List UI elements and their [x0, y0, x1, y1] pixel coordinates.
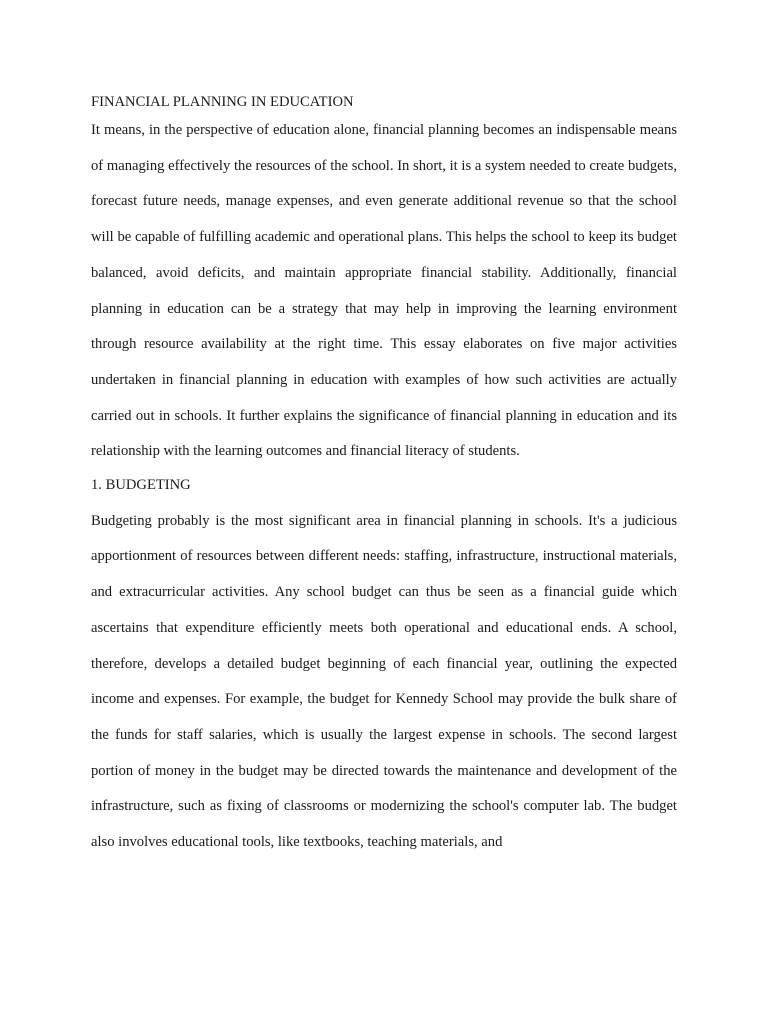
budgeting-paragraph: Budgeting probably is the most significant area in financial planning in schools. It's a judicious apportionment of resources between different needs: staffing, infrastructure, instructional materials, and extracurricular activities. Any school budget can thus be seen as a financial guide which ascertains that expenditure efficiently meets both operational and educational ends. A school, therefore, develops a detailed budget beginning of each financial year, outlining the expected income and expenses. For example, the budget for Kennedy School may provide the bulk share of the funds for staff salaries, which is usually the largest expense in schools. The second largest portion of money in the budget may be directed towards the maintenance and development of the infrastructure, such as fixing of classrooms or modernizing the school's computer lab. The budget also involves educational tools, like textbooks, teaching materials, and	[91, 512, 677, 851]
intro-paragraph: It means, in the perspective of education alone, financial planning becomes an indispensable means of managing effectively the resources of the school. In short, it is a system needed to create budgets, forecast future needs, manage expenses, and even generate additional revenue so that the school will be capable of fulfilling academic and operational plans. This helps the school to keep its budget balanced, avoid deficits, and maintain appropriate financial stability. Additionally, financial planning in education can be a strategy that may help in improving the learning environment through resource availability at the right time. This essay elaborates on five major activities undertaken in financial planning in education with examples of how such activities are actually carried out in schools. It further explains the significance of financial planning in education and its relationship with the learning outcomes and financial literacy of students.	[91, 122, 677, 460]
document-title: FINANCIAL PLANNING IN EDUCATION	[91, 94, 354, 110]
section-heading-budgeting: 1. BUDGETING	[91, 477, 191, 494]
document-body	[91, 91, 677, 861]
